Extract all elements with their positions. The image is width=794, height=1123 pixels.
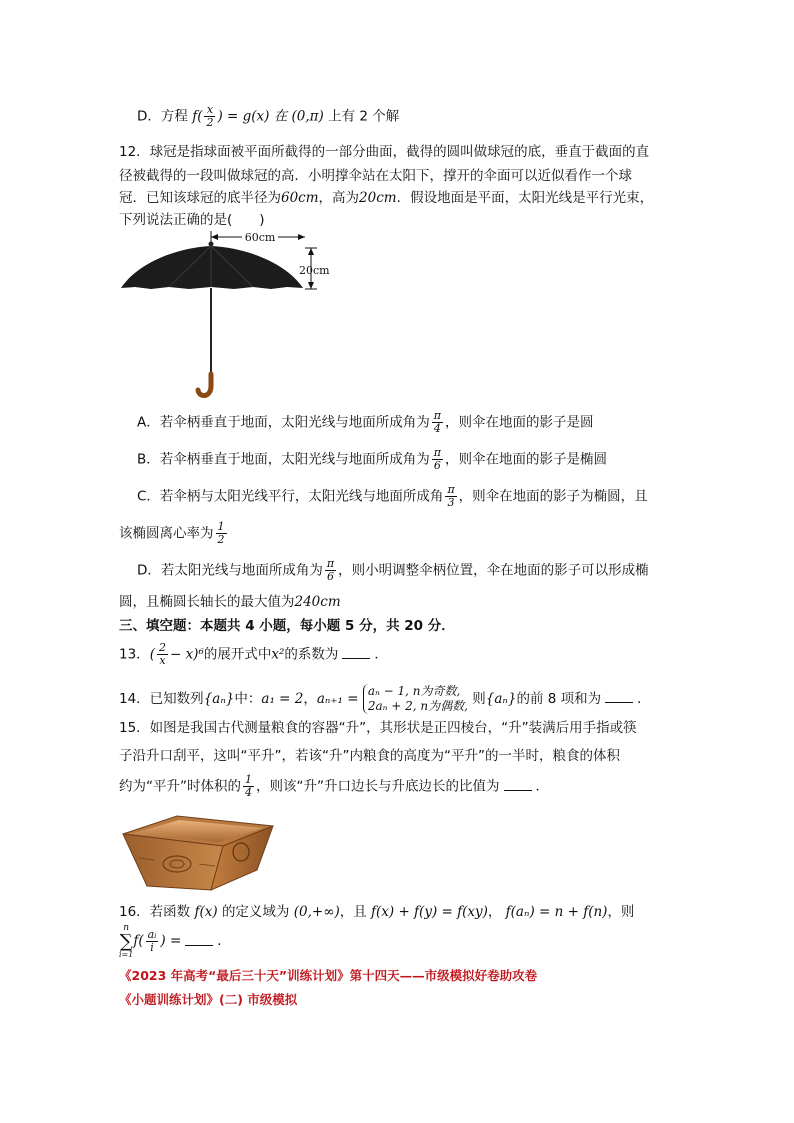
frac-den: 6	[327, 570, 335, 583]
text: 圆，且椭圆长轴长的最大值为	[119, 594, 295, 610]
text: C．若伞柄与太阳光线平行，太阳光线与地面所成角	[137, 488, 444, 505]
case-2: 2aₙ + 2, n为偶数,	[367, 699, 468, 713]
q12-option-d-line-2	[119, 592, 341, 612]
frac-den: i	[150, 941, 154, 954]
text: ，则伞在地面的影子是椭圆	[445, 451, 607, 468]
frac-num: 1	[217, 520, 225, 533]
frac-num: π	[433, 409, 441, 422]
fraction	[325, 558, 336, 583]
q11-option-d	[137, 104, 399, 129]
sum-lower: i=1	[119, 950, 134, 959]
fraction	[243, 774, 254, 799]
piecewise-brace	[363, 684, 468, 714]
math-expr: f(	[133, 932, 144, 949]
frac-num: π	[326, 557, 335, 570]
text: ，则该“升”升口边长与升底边长的比值为	[256, 778, 500, 795]
frac-den: 4	[245, 786, 252, 799]
text: ．假设地面是平面，太阳光线是平行光束，	[396, 190, 654, 206]
text: A．若伞柄垂直于地面，太阳光线与地面所成角为	[137, 414, 430, 431]
text: 的定义域为	[221, 904, 290, 920]
sheng-container-figure	[119, 808, 275, 892]
q16-line-1	[119, 902, 634, 922]
umbrella-figure	[119, 226, 339, 402]
answer-blank	[504, 790, 532, 791]
q16-line-2	[119, 924, 231, 959]
fraction	[157, 642, 168, 667]
option-label: D．方程	[137, 108, 188, 125]
footer-line-2: 《小题训练计划》(二) 市级模拟	[119, 992, 298, 1007]
q12-option-b	[137, 447, 607, 472]
sum-symbol: ∑	[119, 931, 133, 952]
math-expr: {aₙ}	[485, 691, 517, 707]
frac-den: 6	[433, 459, 441, 472]
text: ．	[374, 646, 388, 663]
text: ，则伞在地面的影子是圆	[444, 414, 594, 431]
text: 该椭圆离心率为	[119, 525, 214, 542]
frac-den: 2	[217, 533, 225, 546]
q14	[119, 684, 651, 714]
text: ，高为	[318, 190, 360, 206]
text: ．	[535, 778, 549, 795]
section-3-heading: 三、填空题：本题共 4 小题，每小题 5 分，共 20 分．	[119, 618, 455, 634]
math-expr: ) = g(x) 在 (0,π)	[217, 108, 324, 125]
text: D．若太阳光线与地面所成角为	[137, 562, 323, 579]
text: 约为“平升”时体积的	[119, 778, 241, 795]
math-expr: f(x)	[194, 904, 218, 920]
q15-line-2: 子沿升口刮平，这叫“平升”，若该“升”内粮食的高度为“平升”的一半时，粮食的体积	[119, 748, 620, 764]
q12-line-4: 下列说法正确的是( )	[119, 212, 265, 228]
question-number: 13．	[119, 646, 150, 663]
height-label: 20cm	[299, 264, 330, 277]
fraction	[216, 521, 227, 546]
frac-den: 3	[447, 496, 455, 509]
q15-line-3	[119, 774, 549, 799]
math-expr: f(	[192, 108, 203, 125]
text: 的系数为	[284, 646, 339, 663]
text: ，则小明调整伞柄位置，伞在地面的影子可以形成椭	[338, 562, 649, 579]
text: 中：	[234, 691, 262, 707]
math-expr: f(x) + f(y) = f(xy)	[371, 904, 488, 920]
umbrella-handle	[198, 374, 211, 396]
frac-den: 4	[433, 422, 441, 435]
answer-blank	[605, 702, 633, 703]
math-expr: (	[149, 646, 155, 663]
frac-num: x	[204, 104, 215, 117]
sum-upper: n	[123, 923, 130, 933]
math-expr: − x)⁶	[169, 646, 204, 663]
frac-den: x	[159, 654, 166, 667]
umbrella-canopy	[121, 246, 303, 289]
value: 240cm	[294, 594, 341, 610]
text: B．若伞柄垂直于地面，太阳光线与地面所成角为	[137, 451, 430, 468]
frac-num: π	[447, 483, 455, 496]
frac-num: aᵢ	[147, 928, 157, 941]
text: ，	[487, 904, 502, 920]
math-expr: aₙ₊₁ =	[316, 691, 359, 707]
q12-option-c	[137, 484, 648, 509]
math-expr: a₁ = 2	[261, 691, 304, 707]
q12-option-c-line-2	[119, 521, 229, 546]
text: 冠．已知该球冠的底半径为	[119, 190, 281, 206]
summation	[119, 924, 133, 959]
text: ．	[217, 932, 231, 949]
math-expr: x²	[271, 646, 285, 663]
fraction	[204, 104, 215, 129]
q13	[119, 642, 388, 667]
math-expr: {aₙ}	[203, 691, 235, 707]
q12-line-3	[119, 188, 653, 208]
fraction	[432, 447, 443, 472]
text: 的前 8 项和为	[516, 691, 602, 707]
fraction	[445, 484, 456, 509]
frac-num: 1	[245, 773, 252, 786]
footer-line-1: 《2023 年高考“最后三十天”训练计划》第十四天——市级模拟好卷助攻卷	[119, 968, 538, 983]
q12-line-1: 12．球冠是指球面被平面所截得的一部分曲面，截得的圆叫做球冠的底，垂直于截面的直	[119, 144, 650, 160]
text: ．	[637, 691, 651, 707]
value: 60cm	[281, 190, 319, 206]
text: ，则伞在地面的影子为椭圆，且	[458, 488, 648, 505]
frac-num: 2	[158, 641, 166, 654]
width-label: 60cm	[244, 231, 276, 244]
text: 则	[472, 691, 486, 707]
q12-line-2: 径被截得的一段叫做球冠的高．小明撑伞站在太阳下，撑开的伞面可以近似看作一个球	[119, 168, 632, 184]
text: 16．若函数	[119, 904, 191, 920]
answer-blank	[185, 945, 213, 946]
value: 20cm	[359, 190, 397, 206]
math-expr: (0,+∞)	[293, 904, 340, 920]
answer-blank	[342, 658, 370, 659]
q12-option-d	[137, 558, 649, 583]
frac-num: π	[433, 446, 441, 459]
q12-option-a	[137, 410, 593, 435]
text: ，则	[607, 904, 635, 920]
q15-line-1: 15．如图是我国古代测量粮食的容器“升”，其形状是正四棱台，“升”装满后用手指或筷	[119, 720, 637, 736]
math-expr: ) =	[160, 932, 182, 949]
math-expr: f(aₙ) = n + f(n)	[505, 904, 608, 920]
case-1: aₙ − 1, n为奇数,	[367, 684, 461, 698]
text: ，	[303, 691, 317, 707]
fraction	[432, 410, 443, 435]
text: ，且	[339, 904, 367, 920]
fraction	[146, 929, 159, 954]
frac-den: 2	[206, 116, 214, 129]
text: 的展开式中	[203, 646, 272, 663]
option-text: 上有 2 个解	[328, 108, 400, 125]
text: 14．已知数列	[119, 691, 204, 707]
